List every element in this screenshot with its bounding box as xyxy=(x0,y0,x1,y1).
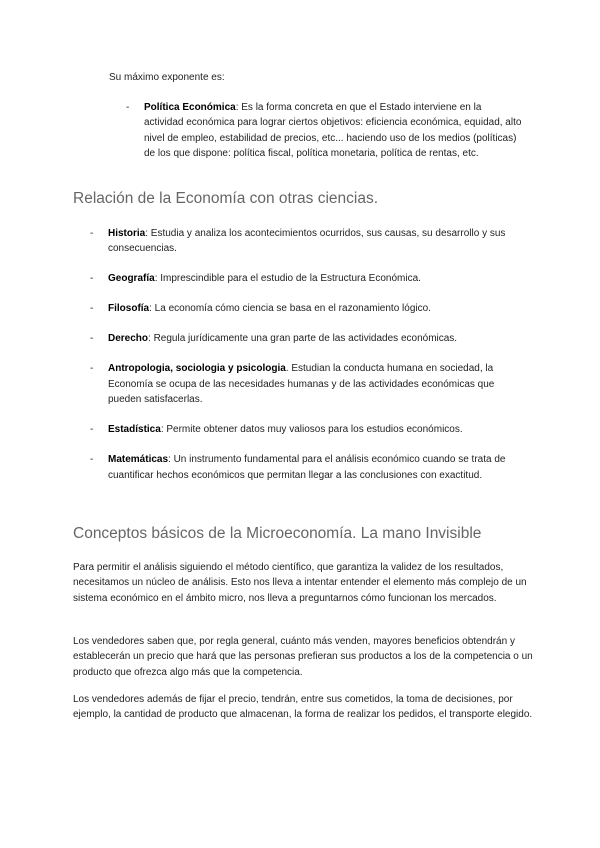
item-text: . Estudian la conducta humana en sociedad, la Economía se ocupa de las necesidades humanas y de las actividades económicas que pueden satisfacerlas. xyxy=(108,363,495,406)
paragraph: Los vendedores además de fijar el precio, tendrán, entre sus cometidos, la toma de decisiones, por ejemplo, la cantidad de producto que almacenan, la forma de realizar los pedidos, el transporte elegido. xyxy=(73,694,533,721)
dash-bullet-icon: - xyxy=(126,102,130,113)
dash-bullet-icon: - xyxy=(90,273,94,285)
item-text: : Un instrumento fundamental para el análisis económico cuando se trata de cuantificar hechos económicos que permitan llegar a las conclusiones con exactitud. xyxy=(108,454,506,481)
item-term: Estadística xyxy=(108,424,161,436)
dash-bullet-icon: - xyxy=(90,363,94,375)
dash-bullet-icon: - xyxy=(90,228,94,239)
item-term: Geografía xyxy=(108,273,155,285)
list-item xyxy=(90,452,530,483)
list-item xyxy=(90,271,530,286)
intro-text: Su máximo exponente es: xyxy=(109,72,225,83)
item-term: Derecho xyxy=(108,333,149,345)
list-item xyxy=(90,226,530,257)
list-item xyxy=(90,422,530,437)
list-item xyxy=(90,331,530,346)
sciences-bullet-list xyxy=(90,226,530,498)
item-term: Antropologia, sociologia y psicologia xyxy=(108,363,286,375)
paragraph: Para permitir el análisis siguiendo el método científico, que garantiza la validez de los resultados, necesitamos un núcleo de análisis. Esto nos lleva a intentar entender el elemento más complejo de un sistema económico en el ámbito micro, nos lleva a preguntarnos cómo funcionan los mercados. xyxy=(73,562,527,604)
item-term: Historia xyxy=(108,228,146,239)
list-item xyxy=(90,361,530,407)
item-text: : Estudia y analiza los acontecimientos ocurridos, sus causas, su desarrollo y sus consecuencias. xyxy=(108,228,506,255)
item-text: : Permite obtener datos muy valiosos para los estudios económicos. xyxy=(160,424,463,436)
item-text: : Es la forma concreta en que el Estado interviene en la actividad económica para lograr ciertos objetivos: eficiencia económica, equidad, alto nivel de empleo, estabilidad de precios, etc... haciendo uso de los medios (políticas) de los que dispone: política fiscal, política monetaria, política de rentas, etc. xyxy=(144,102,522,160)
dash-bullet-icon: - xyxy=(90,333,94,345)
paragraph: Los vendedores saben que, por regla general, cuánto más venden, mayores beneficios obtendrán y establecerán un precio que hará que las personas prefieran sus productos a los de la competencia o un producto que ofrezca algo más que la competencia. xyxy=(73,636,533,678)
item-term: Matemáticas xyxy=(108,454,169,466)
section-heading: Relación de la Economía con otras ciencias. xyxy=(73,190,378,207)
list-item xyxy=(126,100,522,162)
list-item xyxy=(90,301,530,316)
dash-bullet-icon: - xyxy=(90,424,94,436)
item-text: : Imprescindible para el estudio de la Estructura Económica. xyxy=(154,273,421,285)
item-term: Filosofía xyxy=(108,303,150,315)
item-text: : La economía cómo ciencia se basa en el razonamiento lógico. xyxy=(149,303,431,315)
section-heading: Conceptos básicos de la Microeconomía. La mano Invisible xyxy=(73,525,482,542)
dash-bullet-icon: - xyxy=(90,303,94,315)
dash-bullet-icon: - xyxy=(90,454,94,466)
item-text: : Regula jurídicamente una gran parte de las actividades económicas. xyxy=(148,333,458,345)
item-term: Política Económica xyxy=(144,102,236,113)
sub-bullet-list xyxy=(126,100,522,162)
